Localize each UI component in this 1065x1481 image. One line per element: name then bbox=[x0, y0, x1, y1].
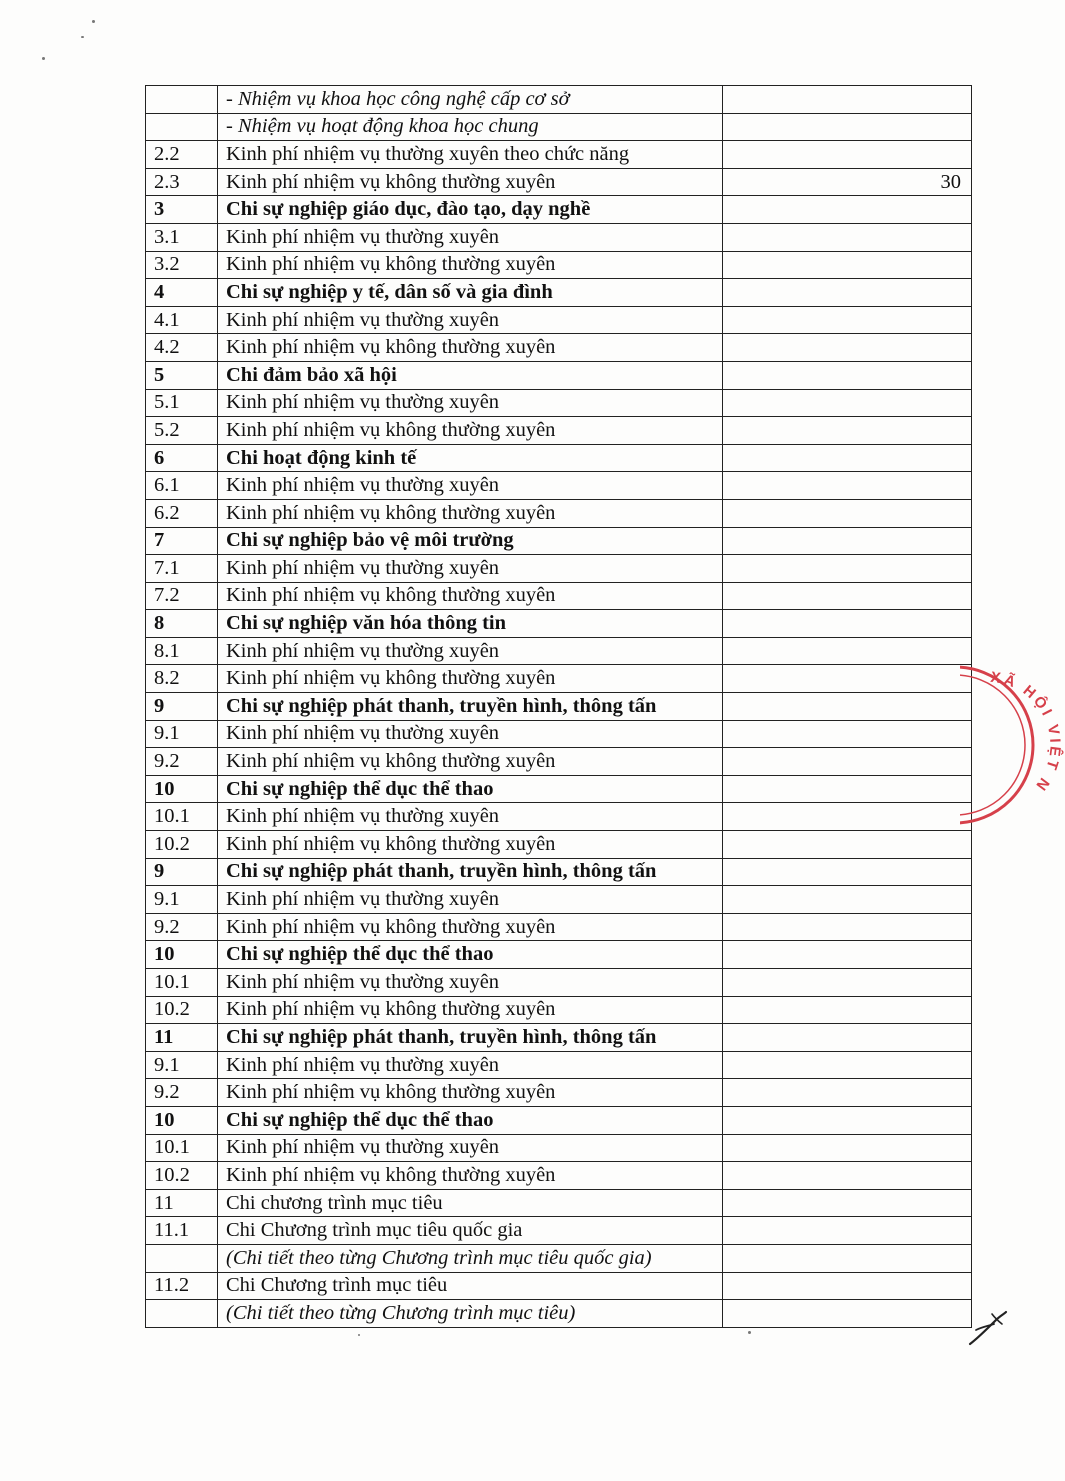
row-value bbox=[723, 1189, 972, 1217]
row-description: Kinh phí nhiệm vụ không thường xuyên bbox=[218, 748, 723, 776]
table-row bbox=[146, 1106, 972, 1134]
row-description: Kinh phí nhiệm vụ không thường xuyên bbox=[218, 1162, 723, 1190]
table-row bbox=[146, 168, 972, 196]
row-value bbox=[723, 279, 972, 307]
row-value bbox=[723, 1106, 972, 1134]
table-row bbox=[146, 720, 972, 748]
row-number: 7 bbox=[146, 527, 218, 555]
row-value bbox=[723, 1051, 972, 1079]
row-number: 3 bbox=[146, 196, 218, 224]
row-value bbox=[723, 1134, 972, 1162]
row-number: 7.1 bbox=[146, 555, 218, 583]
table-row bbox=[146, 361, 972, 389]
row-number: 6.1 bbox=[146, 472, 218, 500]
row-value bbox=[723, 113, 972, 141]
row-value bbox=[723, 637, 972, 665]
table-row bbox=[146, 831, 972, 859]
row-description: Kinh phí nhiệm vụ thường xuyên bbox=[218, 472, 723, 500]
row-value bbox=[723, 86, 972, 114]
table-row bbox=[146, 665, 972, 693]
row-value bbox=[723, 1079, 972, 1107]
row-number: 9.1 bbox=[146, 720, 218, 748]
row-number: 11 bbox=[146, 1189, 218, 1217]
row-number: 8.2 bbox=[146, 665, 218, 693]
table-row bbox=[146, 748, 972, 776]
row-number: 4 bbox=[146, 279, 218, 307]
row-description: Kinh phí nhiệm vụ thường xuyên bbox=[218, 886, 723, 914]
table-row bbox=[146, 913, 972, 941]
table-row bbox=[146, 1024, 972, 1052]
row-description: Kinh phí nhiệm vụ không thường xuyên bbox=[218, 499, 723, 527]
row-value bbox=[723, 444, 972, 472]
row-value bbox=[723, 417, 972, 445]
row-number: 5.2 bbox=[146, 417, 218, 445]
table-row bbox=[146, 858, 972, 886]
row-description: Kinh phí nhiệm vụ thường xuyên bbox=[218, 555, 723, 583]
table-row bbox=[146, 1300, 972, 1328]
scan-speck bbox=[358, 1334, 360, 1336]
row-description: Kinh phí nhiệm vụ thường xuyên bbox=[218, 389, 723, 417]
row-description: Kinh phí nhiệm vụ thường xuyên bbox=[218, 1134, 723, 1162]
row-description: Chi Chương trình mục tiêu quốc gia bbox=[218, 1217, 723, 1245]
row-value bbox=[723, 1217, 972, 1245]
table-row bbox=[146, 527, 972, 555]
row-description: Kinh phí nhiệm vụ không thường xuyên bbox=[218, 913, 723, 941]
row-value bbox=[723, 1162, 972, 1190]
row-number: 10.2 bbox=[146, 831, 218, 859]
row-description: Kinh phí nhiệm vụ không thường xuyên bbox=[218, 996, 723, 1024]
table-row bbox=[146, 637, 972, 665]
row-value bbox=[723, 334, 972, 362]
scan-speck bbox=[81, 36, 84, 38]
table-row bbox=[146, 886, 972, 914]
row-number: 9.1 bbox=[146, 1051, 218, 1079]
row-value: 30 bbox=[723, 168, 972, 196]
row-value bbox=[723, 141, 972, 169]
table-row bbox=[146, 444, 972, 472]
row-description: Kinh phí nhiệm vụ không thường xuyên bbox=[218, 334, 723, 362]
row-value bbox=[723, 223, 972, 251]
table-row bbox=[146, 803, 972, 831]
row-description: Chi sự nghiệp thể dục thể thao bbox=[218, 941, 723, 969]
row-value bbox=[723, 1024, 972, 1052]
row-description: Chi sự nghiệp văn hóa thông tin bbox=[218, 610, 723, 638]
row-description: Kinh phí nhiệm vụ thường xuyên bbox=[218, 803, 723, 831]
row-description: Chi sự nghiệp thể dục thể thao bbox=[218, 775, 723, 803]
row-description: Chi sự nghiệp bảo vệ môi trường bbox=[218, 527, 723, 555]
row-description: Kinh phí nhiệm vụ không thường xuyên bbox=[218, 168, 723, 196]
row-number: 4.2 bbox=[146, 334, 218, 362]
row-value bbox=[723, 610, 972, 638]
row-description: (Chi tiết theo từng Chương trình mục tiêu) bbox=[218, 1300, 723, 1328]
row-description: - Nhiệm vụ hoạt động khoa học chung bbox=[218, 113, 723, 141]
row-number: 10.1 bbox=[146, 969, 218, 997]
row-number: 10 bbox=[146, 941, 218, 969]
table-row bbox=[146, 941, 972, 969]
table-row bbox=[146, 113, 972, 141]
table-row bbox=[146, 996, 972, 1024]
row-description: Kinh phí nhiệm vụ thường xuyên bbox=[218, 720, 723, 748]
row-value bbox=[723, 720, 972, 748]
row-number bbox=[146, 1300, 218, 1328]
row-number: 10.2 bbox=[146, 996, 218, 1024]
table-row bbox=[146, 1079, 972, 1107]
row-number: 10 bbox=[146, 775, 218, 803]
row-number: 10.1 bbox=[146, 1134, 218, 1162]
row-description: Kinh phí nhiệm vụ không thường xuyên bbox=[218, 831, 723, 859]
row-value bbox=[723, 831, 972, 859]
row-value bbox=[723, 1244, 972, 1272]
row-value bbox=[723, 665, 972, 693]
scan-speck bbox=[748, 1331, 751, 1334]
row-number: 6 bbox=[146, 444, 218, 472]
row-description: Kinh phí nhiệm vụ không thường xuyên bbox=[218, 251, 723, 279]
row-value bbox=[723, 306, 972, 334]
table-row bbox=[146, 610, 972, 638]
row-description: Kinh phí nhiệm vụ không thường xuyên bbox=[218, 665, 723, 693]
row-description: Chi sự nghiệp phát thanh, truyền hình, thông tấn bbox=[218, 858, 723, 886]
row-value bbox=[723, 748, 972, 776]
row-description: Kinh phí nhiệm vụ thường xuyên bbox=[218, 637, 723, 665]
table-row bbox=[146, 306, 972, 334]
row-description: Chi sự nghiệp phát thanh, truyền hình, thông tấn bbox=[218, 693, 723, 721]
table-row bbox=[146, 1051, 972, 1079]
table-row bbox=[146, 1244, 972, 1272]
row-value bbox=[723, 582, 972, 610]
table-row bbox=[146, 969, 972, 997]
row-description: Kinh phí nhiệm vụ thường xuyên bbox=[218, 223, 723, 251]
row-description: Kinh phí nhiệm vụ thường xuyên bbox=[218, 1051, 723, 1079]
budget-table bbox=[145, 85, 972, 1328]
table-row bbox=[146, 251, 972, 279]
table-row bbox=[146, 775, 972, 803]
table-row bbox=[146, 472, 972, 500]
row-description: Kinh phí nhiệm vụ không thường xuyên bbox=[218, 582, 723, 610]
row-description: Kinh phí nhiệm vụ thường xuyên theo chức năng bbox=[218, 141, 723, 169]
row-number: 9.2 bbox=[146, 1079, 218, 1107]
stamp-text: XÃ HỘI VIỆT N bbox=[989, 668, 1064, 796]
row-value bbox=[723, 1300, 972, 1328]
row-number: 9.2 bbox=[146, 748, 218, 776]
table-row bbox=[146, 334, 972, 362]
table-row bbox=[146, 1272, 972, 1300]
table-row bbox=[146, 499, 972, 527]
row-value bbox=[723, 389, 972, 417]
scan-speck bbox=[92, 20, 95, 23]
row-number: 2.3 bbox=[146, 168, 218, 196]
row-description: Kinh phí nhiệm vụ thường xuyên bbox=[218, 306, 723, 334]
row-value bbox=[723, 996, 972, 1024]
red-seal-stamp bbox=[960, 660, 1065, 830]
row-number bbox=[146, 1244, 218, 1272]
table-row bbox=[146, 1217, 972, 1245]
row-number: 9 bbox=[146, 693, 218, 721]
scan-speck bbox=[42, 57, 45, 60]
row-number: 8 bbox=[146, 610, 218, 638]
table-row bbox=[146, 693, 972, 721]
row-value bbox=[723, 472, 972, 500]
row-description: Chi hoạt động kinh tế bbox=[218, 444, 723, 472]
table-row bbox=[146, 417, 972, 445]
row-number: 9.2 bbox=[146, 913, 218, 941]
row-number: 7.2 bbox=[146, 582, 218, 610]
table-row bbox=[146, 1134, 972, 1162]
budget-table-body bbox=[146, 86, 972, 1328]
row-value bbox=[723, 775, 972, 803]
row-value bbox=[723, 555, 972, 583]
row-value bbox=[723, 196, 972, 224]
row-description: Chi Chương trình mục tiêu bbox=[218, 1272, 723, 1300]
row-value bbox=[723, 886, 972, 914]
row-number: 11 bbox=[146, 1024, 218, 1052]
row-value bbox=[723, 693, 972, 721]
table-row bbox=[146, 86, 972, 114]
row-number: 11.1 bbox=[146, 1217, 218, 1245]
table-row bbox=[146, 389, 972, 417]
signature-mark bbox=[962, 1300, 1012, 1350]
row-value bbox=[723, 527, 972, 555]
row-description: - Nhiệm vụ khoa học công nghệ cấp cơ sở bbox=[218, 86, 723, 114]
row-description: Chi sự nghiệp thể dục thể thao bbox=[218, 1106, 723, 1134]
row-description: Kinh phí nhiệm vụ không thường xuyên bbox=[218, 417, 723, 445]
row-number: 8.1 bbox=[146, 637, 218, 665]
table-row bbox=[146, 196, 972, 224]
row-number: 5.1 bbox=[146, 389, 218, 417]
row-number: 3.1 bbox=[146, 223, 218, 251]
table-row bbox=[146, 1189, 972, 1217]
row-number: 9 bbox=[146, 858, 218, 886]
row-number: 4.1 bbox=[146, 306, 218, 334]
row-number: 6.2 bbox=[146, 499, 218, 527]
row-number: 5 bbox=[146, 361, 218, 389]
row-value bbox=[723, 858, 972, 886]
row-number bbox=[146, 113, 218, 141]
table-row bbox=[146, 555, 972, 583]
table-row bbox=[146, 1162, 972, 1190]
row-number: 3.2 bbox=[146, 251, 218, 279]
row-description: Kinh phí nhiệm vụ không thường xuyên bbox=[218, 1079, 723, 1107]
row-number bbox=[146, 86, 218, 114]
row-description: Chi chương trình mục tiêu bbox=[218, 1189, 723, 1217]
row-value bbox=[723, 941, 972, 969]
row-value bbox=[723, 499, 972, 527]
row-description: Chi sự nghiệp y tế, dân số và gia đình bbox=[218, 279, 723, 307]
row-description: (Chi tiết theo từng Chương trình mục tiêu quốc gia) bbox=[218, 1244, 723, 1272]
table-row bbox=[146, 582, 972, 610]
table-row bbox=[146, 141, 972, 169]
row-number: 10.1 bbox=[146, 803, 218, 831]
row-description: Chi sự nghiệp giáo dục, đào tạo, dạy nghề bbox=[218, 196, 723, 224]
row-description: Chi đảm bảo xã hội bbox=[218, 361, 723, 389]
row-value bbox=[723, 251, 972, 279]
row-value bbox=[723, 1272, 972, 1300]
row-number: 11.2 bbox=[146, 1272, 218, 1300]
row-number: 2.2 bbox=[146, 141, 218, 169]
row-value bbox=[723, 361, 972, 389]
row-description: Kinh phí nhiệm vụ thường xuyên bbox=[218, 969, 723, 997]
table-row bbox=[146, 223, 972, 251]
row-number: 10 bbox=[146, 1106, 218, 1134]
row-number: 10.2 bbox=[146, 1162, 218, 1190]
row-value bbox=[723, 969, 972, 997]
row-description: Chi sự nghiệp phát thanh, truyền hình, thông tấn bbox=[218, 1024, 723, 1052]
row-number: 9.1 bbox=[146, 886, 218, 914]
row-value bbox=[723, 913, 972, 941]
row-value bbox=[723, 803, 972, 831]
table-row bbox=[146, 279, 972, 307]
